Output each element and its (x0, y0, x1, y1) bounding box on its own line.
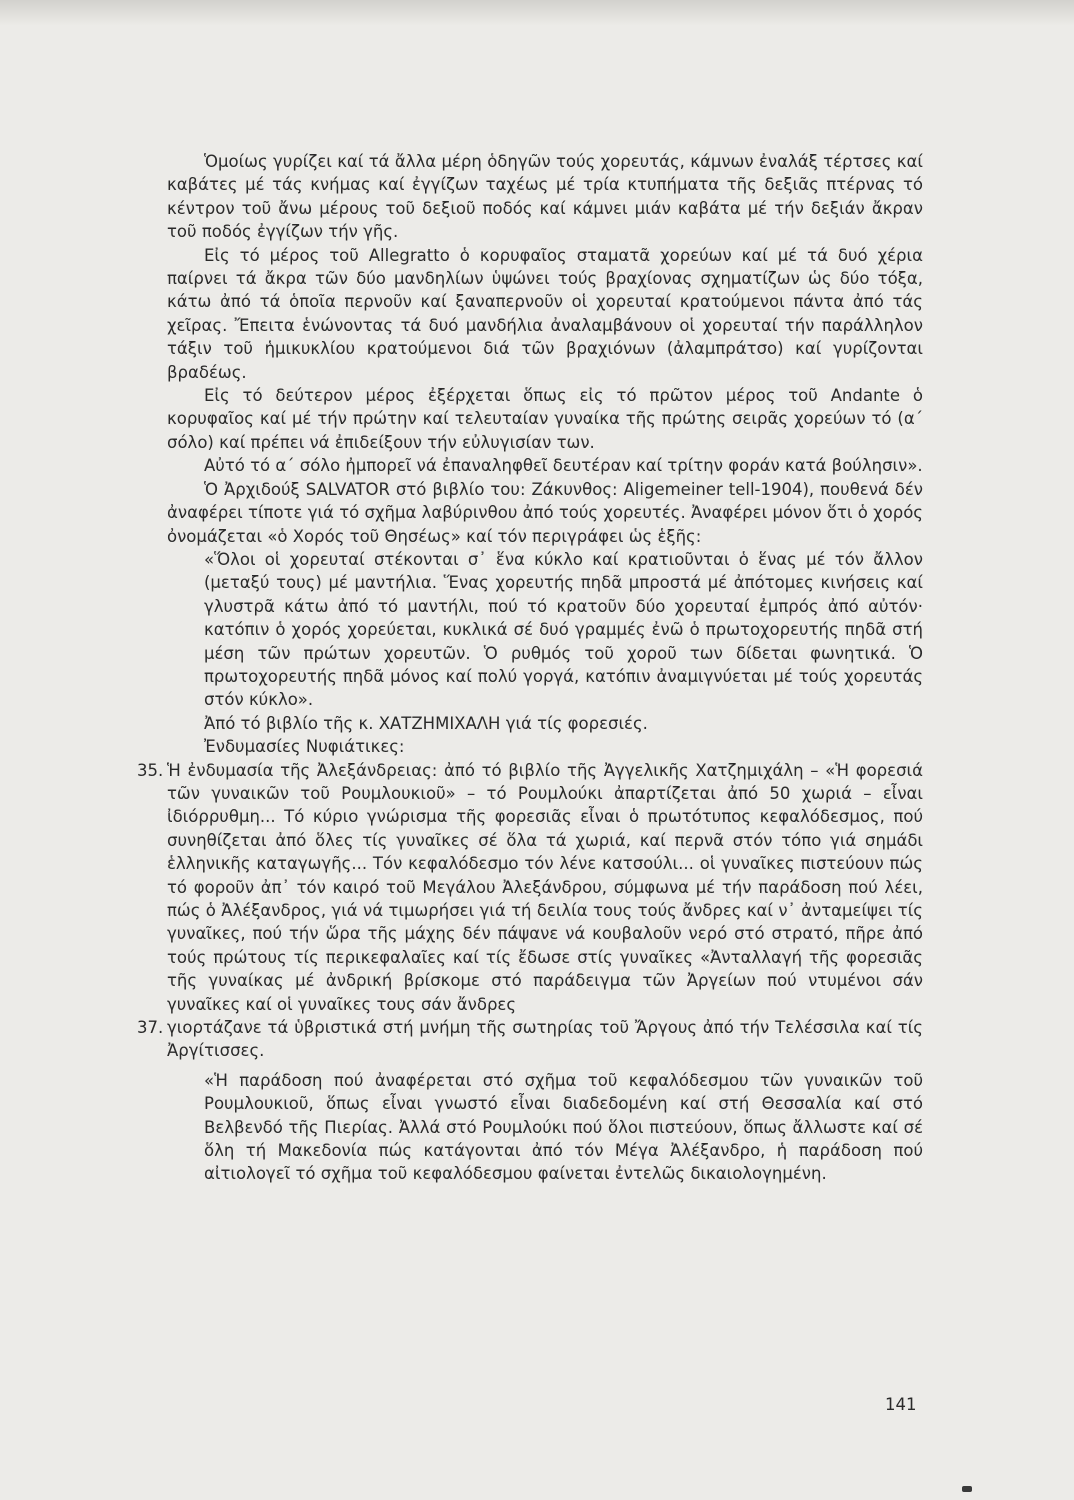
paragraph: Ἀπό τό βιβλίο τῆς κ. ΧΑΤΖΗΜΙΧΑΛΗ γιά τίς φορεσιές. (204, 713, 648, 733)
paragraph: Εἰς τό μέρος τοῦ Allegratto ὁ κορυφαῖος σταματᾶ χορεύων καί μέ τά δυό χέρια παίρνει τά ἄκρα τῶν δύο μανδηλίων ὑψώνει τούς βραχίονας σχηματίζων ὡς δύο τόξα, κάτω ἀπό τά ὁποῖα περνοῦν καί ξαναπερνοῦν οἱ χορευταί κρατούμενοι πάντα ἀπό τάς χεῖρας. Ἔπειτα ἑνώνοντας τά δυό μανδήλια ἀναλαμβάνουν οἱ χορευταί τήν παράλληλον τάξιν τοῦ ἡμικυκλίου κρατούμενοι διά τῶν βραχιόνων (ἀλαμπράτσο) καί γυρίζονται βραδέως. (167, 245, 923, 382)
scan-top-edge (0, 0, 1074, 26)
scan-smudge (962, 1486, 972, 1492)
entry-number: 35. (137, 760, 164, 780)
entry-number: 37. (137, 1018, 164, 1038)
block-quote (167, 1069, 923, 1186)
entry-text: γιορτάζανε τά ὑβριστικά στή μνήμη τῆς σωτηρίας τοῦ Ἄργους ἀπό τήν Τελέσσιλα καί τίς Ἀργίτισσες. (167, 1018, 923, 1061)
paragraph: Ὁ Ἀρχιδούξ SALVATOR στό βιβλίο του: Ζάκυνθος: Aligemeiner tell-1904), πουθενά δέν ἀναφέρει τίποτε γιά τό σχῆμα λαβύρινθου ἀπό τούς χορευτές. Ἀναφέρει μόνον ὅτι ὁ χορός ὀνομάζεται «ὁ Χορός τοῦ Θησέως» καί τόν περιγράφει ὡς ἑξῆς: (167, 479, 923, 546)
paragraph: Ὁμοίως γυρίζει καί τά ἄλλα μέρη ὁδηγῶν τούς χορευτάς, κάμνων ἐναλάξ τέρτσες καί καβάτες μέ τάς κνήμας καί ἐγγίζων ταχέως μέ τρία κτυπήματα τῆς δεξιᾶς πτέρνας τό κέντρον τοῦ ἄνω μέρους τοῦ δεξιοῦ ποδός καί κάμνει μιάν καβάτα μέ τήν δεξιάν ἄκραν τοῦ ποδός ἐγγίζων τήν γῆς. (167, 152, 923, 242)
page-body (137, 150, 923, 1186)
paragraph: Ἐνδυμασίες Νυφιάτικες: (204, 737, 405, 757)
paragraph: Αὐτό τό α΄ σόλο ἠμπορεῖ νά ἐπαναληφθεῖ δευτέραν καί τρίτην φοράν κατά βούλησιν». (204, 456, 923, 476)
block-quote (167, 548, 923, 712)
page-number: 141 (885, 1395, 917, 1414)
quote-text: «Ἡ παράδοση πού ἀναφέρεται στό σχῆμα τοῦ κεφαλόδεσμου τῶν γυναικῶν τοῦ Ρουμλουκιοῦ, ὅπως εἶναι γνωστό εἶναι διαδεδομένη καί στή Θεσσαλία καί στό Βελβενδό τῆς Πιερίας. Ἀλλά στό Ρουμλούκι πού ὅλοι πιστεύουν, ὅπως ἄλλωστε καί σέ ὅλη τή Μακεδονία πώς κατάγονται ἀπό τόν Μέγα Ἀλέξανδρο, ἡ παράδοση πού αἰτιολογεῖ τό σχῆμα τοῦ κεφαλόδεσμου φαίνεται ἐντελῶς δικαιολογημένη. (204, 1070, 923, 1184)
paragraph: Εἰς τό δεύτερον μέρος ἐξέρχεται ὅπως εἰς τό πρῶτον μέρος τοῦ Andante ὁ κορυφαῖος καί μέ τήν πρώτην καί τελευταίαν γυναίκα τῆς πρώτης σειρᾶς χορεύων τό (α΄ σόλο) καί πρέπει νά ἐπιδείξουν τήν εὐλυγισίαν των. (167, 386, 923, 452)
entry-text: Ἡ ἐνδυμασία τῆς Ἀλεξάνδρειας: ἀπό τό βιβλίο τῆς Ἀγγελικῆς Χατζημιχάλη – «Ἡ φορεσιά τῶν γυναικῶν τοῦ Ρουμλουκιοῦ» – τό Ρουμλούκι ἀπαρτίζεται ἀπό 50 χωριά – εἶναι ἰδιόρρυθμη... Τό κύριο γνώρισμα τῆς φορεσιᾶς εἶναι ὁ πρωτότυπος κεφαλόδεσμος, πού συνηθίζεται ἀπό ὅλες τίς γυναῖκες σέ ὅλα τά χωριά, καί περνᾶ στόν τόπο γιά σημάδι ἑλληνικῆς καταγωγῆς... Τόν κεφαλόδεσμο τόν λένε κατσούλι... οἱ γυναῖκες πιστεύουν πώς τό φοροῦν ἀπ᾽ τόν καιρό τοῦ Μεγάλου Ἀλεξάνδρου, σύμφωνα μέ τήν παράδοση πού λέει, πώς ὁ Ἀλέξανδρος, γιά νά τιμωρήσει γιά τή δειλία τους τούς ἄνδρες καί ν᾽ ἀνταμείψει τίς γυναῖκες, πού τήν ὥρα τῆς μάχης δέν πάψανε νά κουβαλοῦν νερό στό στρατό, πῆρε ἀπό τούς πρώτους τίς περικεφαλαῖες καί τίς ἔδωσε στίς γυναῖκες «Ἀνταλλαγή τῆς φορεσιᾶς τῆς γυναίκας μέ ἀνδρική βρίσκομε στό παράδειγμα τῶν Ἀργείων πού ντυμένοι σάν γυναῖκες καί οἱ γυναῖκες τους σάν ἄνδρες (167, 760, 923, 1014)
numbered-entry (137, 1016, 923, 1063)
quote-text: «Ὅλοι οἱ χορευταί στέκονται σ᾽ ἕνα κύκλο καί κρατιοῦνται ὁ ἕνας μέ τόν ἄλλον (μεταξύ τους) μέ μαντήλια. Ἕνας χορευτής πηδᾶ μπροστά μέ ἀπότομες κινήσεις καί γλυστρᾶ κάτω ἀπό τό μαντήλι, πού τό κρατοῦν δύο χορευταί ἐμπρός ἀπό αὐτόν· κατόπιν ὁ χορός χορεύεται, κυκλικά σέ δυό γραμμές ἐνῶ ὁ πρωτοχορευτής πηδᾶ στή μέση τῶν πρώτων χορευτῶν. Ὁ ρυθμός τοῦ χοροῦ των δίδεται φωνητικά. Ὁ πρωτοχορευτής πηδᾶ μόνος καί πολύ γοργά, κατόπιν ἀναμιγνύεται μέ τούς χορευτάς στόν κύκλο». (204, 549, 923, 710)
numbered-entry (137, 759, 923, 1016)
